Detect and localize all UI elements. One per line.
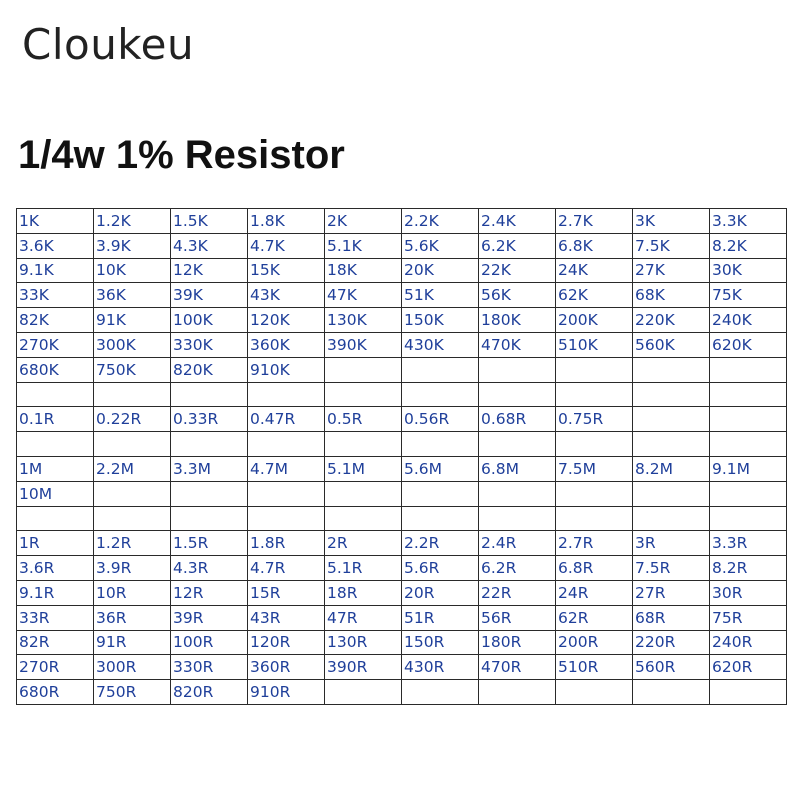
- table-cell: 4.7M: [248, 456, 325, 481]
- table-cell: [402, 481, 479, 506]
- table-cell: 82R: [17, 630, 94, 655]
- table-cell: 1.8R: [248, 531, 325, 556]
- table-cell: 43R: [248, 605, 325, 630]
- table-cell: [325, 382, 402, 407]
- table-cell: 24K: [556, 258, 633, 283]
- table-cell: 8.2K: [710, 233, 787, 258]
- table-row: [17, 357, 787, 382]
- table-row: [17, 556, 787, 581]
- table-cell: 100R: [171, 630, 248, 655]
- table-cell: [248, 432, 325, 457]
- table-cell: 360R: [248, 655, 325, 680]
- table-cell: 750K: [94, 357, 171, 382]
- table-cell: 330R: [171, 655, 248, 680]
- table-cell: 1.8K: [248, 209, 325, 234]
- table-cell: 9.1M: [710, 456, 787, 481]
- table-cell: 2.2K: [402, 209, 479, 234]
- table-cell: 120K: [248, 308, 325, 333]
- table-cell: 130R: [325, 630, 402, 655]
- table-cell: [402, 357, 479, 382]
- table-cell: 56R: [479, 605, 556, 630]
- table-cell: 6.2R: [479, 556, 556, 581]
- table-cell: 3.3K: [710, 209, 787, 234]
- table-cell: 4.7K: [248, 233, 325, 258]
- table-cell: 8.2R: [710, 556, 787, 581]
- table-cell: 5.1R: [325, 556, 402, 581]
- table-cell: [710, 357, 787, 382]
- table-cell: [171, 382, 248, 407]
- table-cell: 47K: [325, 283, 402, 308]
- table-cell: [94, 382, 171, 407]
- resistor-values-table: [16, 208, 787, 705]
- table-cell: 0.47R: [248, 407, 325, 432]
- table-row: [17, 209, 787, 234]
- table-cell: [556, 506, 633, 531]
- table-cell: [94, 506, 171, 531]
- table-cell: 51K: [402, 283, 479, 308]
- table-cell: [633, 357, 710, 382]
- table-cell: 470R: [479, 655, 556, 680]
- table-cell: 0.5R: [325, 407, 402, 432]
- table-cell: 6.8R: [556, 556, 633, 581]
- table-cell: 33K: [17, 283, 94, 308]
- table-cell: 3R: [633, 531, 710, 556]
- table-body: [17, 209, 787, 705]
- table-cell: [710, 407, 787, 432]
- table-cell: 7.5K: [633, 233, 710, 258]
- table-cell: [633, 407, 710, 432]
- table-cell: [710, 382, 787, 407]
- table-row: [17, 506, 787, 531]
- table-cell: [171, 432, 248, 457]
- table-cell: [710, 680, 787, 705]
- table-cell: 1K: [17, 209, 94, 234]
- table-cell: 36R: [94, 605, 171, 630]
- table-cell: 62R: [556, 605, 633, 630]
- table-cell: 200K: [556, 308, 633, 333]
- table-cell: 220K: [633, 308, 710, 333]
- table-cell: 4.3K: [171, 233, 248, 258]
- table-cell: 68K: [633, 283, 710, 308]
- table-row: [17, 258, 787, 283]
- brand-name: Cloukeu: [22, 20, 195, 69]
- table-cell: 39R: [171, 605, 248, 630]
- table-cell: 12R: [171, 580, 248, 605]
- table-cell: [556, 357, 633, 382]
- table-cell: 430K: [402, 332, 479, 357]
- table-cell: [633, 382, 710, 407]
- table-cell: 270K: [17, 332, 94, 357]
- table-cell: 2.7K: [556, 209, 633, 234]
- table-cell: 510K: [556, 332, 633, 357]
- table-cell: 120R: [248, 630, 325, 655]
- table-cell: 15R: [248, 580, 325, 605]
- table-cell: [325, 680, 402, 705]
- table-cell: 180K: [479, 308, 556, 333]
- table-cell: 300R: [94, 655, 171, 680]
- table-cell: 56K: [479, 283, 556, 308]
- table-cell: 24R: [556, 580, 633, 605]
- table-cell: 27K: [633, 258, 710, 283]
- table-cell: 620K: [710, 332, 787, 357]
- table-row: [17, 680, 787, 705]
- table-cell: 2.4K: [479, 209, 556, 234]
- table-cell: 5.6R: [402, 556, 479, 581]
- table-cell: 51R: [402, 605, 479, 630]
- table-cell: [171, 506, 248, 531]
- table-cell: 30K: [710, 258, 787, 283]
- table-cell: 30R: [710, 580, 787, 605]
- table-row: [17, 233, 787, 258]
- table-row: [17, 308, 787, 333]
- table-cell: [94, 432, 171, 457]
- table-cell: 2.7R: [556, 531, 633, 556]
- table-cell: 100K: [171, 308, 248, 333]
- table-cell: 910R: [248, 680, 325, 705]
- table-cell: 36K: [94, 283, 171, 308]
- table-cell: 620R: [710, 655, 787, 680]
- table-cell: 5.1K: [325, 233, 402, 258]
- table-cell: 18R: [325, 580, 402, 605]
- table-cell: [248, 506, 325, 531]
- table-cell: 9.1K: [17, 258, 94, 283]
- table-cell: [17, 506, 94, 531]
- table-cell: 2R: [325, 531, 402, 556]
- table-cell: 75K: [710, 283, 787, 308]
- table-cell: [556, 680, 633, 705]
- table-cell: 6.8K: [556, 233, 633, 258]
- page-title: 1/4w 1% Resistor: [18, 133, 345, 177]
- table-cell: 8.2M: [633, 456, 710, 481]
- table-cell: 39K: [171, 283, 248, 308]
- table-cell: 270R: [17, 655, 94, 680]
- table-cell: 3.3R: [710, 531, 787, 556]
- table-cell: 220R: [633, 630, 710, 655]
- table-cell: 150R: [402, 630, 479, 655]
- table-cell: 62K: [556, 283, 633, 308]
- table-cell: [710, 481, 787, 506]
- table-row: [17, 456, 787, 481]
- table-cell: 5.6M: [402, 456, 479, 481]
- table-cell: 2K: [325, 209, 402, 234]
- table-cell: [479, 382, 556, 407]
- table-cell: 20K: [402, 258, 479, 283]
- table-cell: 3.9R: [94, 556, 171, 581]
- table-cell: 5.6K: [402, 233, 479, 258]
- table-cell: 680R: [17, 680, 94, 705]
- table-cell: 0.1R: [17, 407, 94, 432]
- table-cell: [325, 481, 402, 506]
- table-cell: 240R: [710, 630, 787, 655]
- table-cell: 6.8M: [479, 456, 556, 481]
- table-row: [17, 283, 787, 308]
- table-cell: [479, 357, 556, 382]
- table-cell: [556, 382, 633, 407]
- table-cell: [17, 382, 94, 407]
- table-cell: 360K: [248, 332, 325, 357]
- table-cell: [248, 382, 325, 407]
- table-row: [17, 605, 787, 630]
- table-cell: 0.68R: [479, 407, 556, 432]
- table-row: [17, 407, 787, 432]
- table-cell: 47R: [325, 605, 402, 630]
- table-cell: 130K: [325, 308, 402, 333]
- table-cell: 820R: [171, 680, 248, 705]
- table-cell: 180R: [479, 630, 556, 655]
- table-cell: [710, 432, 787, 457]
- table-cell: 20R: [402, 580, 479, 605]
- table-cell: 0.56R: [402, 407, 479, 432]
- table-row: [17, 332, 787, 357]
- table-cell: 560K: [633, 332, 710, 357]
- table-cell: 82K: [17, 308, 94, 333]
- table-cell: [17, 432, 94, 457]
- table-cell: 22K: [479, 258, 556, 283]
- table-cell: 5.1M: [325, 456, 402, 481]
- table-cell: 2.2M: [94, 456, 171, 481]
- table-cell: 1R: [17, 531, 94, 556]
- table-cell: 1.5R: [171, 531, 248, 556]
- table-cell: 0.75R: [556, 407, 633, 432]
- table-cell: 560R: [633, 655, 710, 680]
- table-row: [17, 432, 787, 457]
- table-cell: 390K: [325, 332, 402, 357]
- table-cell: 3.3M: [171, 456, 248, 481]
- table-cell: 0.22R: [94, 407, 171, 432]
- table-cell: 91K: [94, 308, 171, 333]
- table-cell: 1M: [17, 456, 94, 481]
- table-cell: 10R: [94, 580, 171, 605]
- table-cell: [556, 481, 633, 506]
- table-cell: 910K: [248, 357, 325, 382]
- table-cell: [633, 680, 710, 705]
- table-cell: 43K: [248, 283, 325, 308]
- table-cell: [94, 481, 171, 506]
- table-cell: 7.5R: [633, 556, 710, 581]
- table-cell: 4.7R: [248, 556, 325, 581]
- table-cell: 10M: [17, 481, 94, 506]
- table-cell: 6.2K: [479, 233, 556, 258]
- table-cell: [402, 680, 479, 705]
- table-cell: 91R: [94, 630, 171, 655]
- table-cell: 510R: [556, 655, 633, 680]
- table-cell: 3.9K: [94, 233, 171, 258]
- table-cell: [479, 680, 556, 705]
- table-cell: [171, 481, 248, 506]
- table-cell: [710, 506, 787, 531]
- table-cell: [325, 357, 402, 382]
- table-cell: 200R: [556, 630, 633, 655]
- table-row: [17, 655, 787, 680]
- table-cell: 22R: [479, 580, 556, 605]
- table-row: [17, 580, 787, 605]
- table-cell: 3.6R: [17, 556, 94, 581]
- table-cell: [248, 481, 325, 506]
- table-cell: 4.3R: [171, 556, 248, 581]
- table-row: [17, 630, 787, 655]
- table-cell: 470K: [479, 332, 556, 357]
- table-cell: 15K: [248, 258, 325, 283]
- table-cell: 240K: [710, 308, 787, 333]
- table-cell: 9.1R: [17, 580, 94, 605]
- table-cell: 1.5K: [171, 209, 248, 234]
- table-cell: 68R: [633, 605, 710, 630]
- table-cell: [556, 432, 633, 457]
- table-cell: 1.2K: [94, 209, 171, 234]
- table-cell: [402, 432, 479, 457]
- table-cell: 33R: [17, 605, 94, 630]
- table-cell: [633, 481, 710, 506]
- table-cell: 150K: [402, 308, 479, 333]
- table-cell: 3K: [633, 209, 710, 234]
- table-cell: 2.2R: [402, 531, 479, 556]
- table-cell: [479, 481, 556, 506]
- table-cell: 10K: [94, 258, 171, 283]
- table-cell: [325, 432, 402, 457]
- table-cell: 680K: [17, 357, 94, 382]
- table-cell: 330K: [171, 332, 248, 357]
- table-cell: 2.4R: [479, 531, 556, 556]
- table-cell: [633, 432, 710, 457]
- table-cell: 430R: [402, 655, 479, 680]
- table-cell: 820K: [171, 357, 248, 382]
- table-cell: [633, 506, 710, 531]
- table-cell: 1.2R: [94, 531, 171, 556]
- table-cell: [479, 432, 556, 457]
- table-cell: 7.5M: [556, 456, 633, 481]
- table-row: [17, 481, 787, 506]
- table-row: [17, 531, 787, 556]
- table-cell: [402, 506, 479, 531]
- table-cell: 3.6K: [17, 233, 94, 258]
- table-cell: 27R: [633, 580, 710, 605]
- table-cell: 18K: [325, 258, 402, 283]
- table-cell: 75R: [710, 605, 787, 630]
- table-row: [17, 382, 787, 407]
- table-cell: 0.33R: [171, 407, 248, 432]
- table-cell: 300K: [94, 332, 171, 357]
- table-cell: 12K: [171, 258, 248, 283]
- table-cell: 750R: [94, 680, 171, 705]
- table-cell: [402, 382, 479, 407]
- table-cell: 390R: [325, 655, 402, 680]
- table-cell: [325, 506, 402, 531]
- table-cell: [479, 506, 556, 531]
